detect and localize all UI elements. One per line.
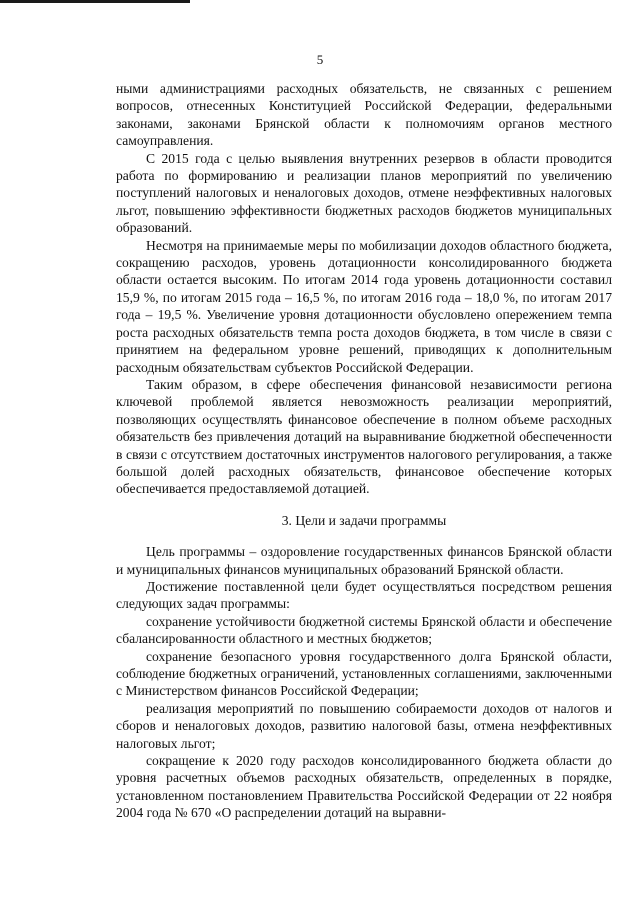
paragraph-tasks-intro: Достижение поставленной цели будет осуществляться посредством решения следующих задач программы: <box>116 578 612 612</box>
task-item-debt: сохранение безопасного уровня государственного долга Брянской области, соблюдение бюджетных ограничений, установленных соглашениями, заключенными с Министерством финансов Российской Федерации; <box>116 648 612 699</box>
paragraph-program-goal: Цель программы – оздоровление государственных финансов Брянской области и муниципальных финансов муниципальных образований Брянской области. <box>116 544 612 577</box>
paragraph-continuation: ными администрациями расходных обязательств, не связанных с решением вопросов, отнесенных Конституцией Российской Федерации, федеральными законами, законами Брянской области к полномочиям органов местного самоуправления. <box>116 81 612 149</box>
section-heading: 3. Цели и задачи программы <box>281 512 447 528</box>
task-item-expenditure: сокращение к 2020 году расходов консолидированного бюджета области до уровня расчетных объемов расходных обязательств, определенных в порядке, установленном постановлением Правительства Российской Федерации от 22 ноября 2004 года № 670 «О распределении дотаций на выравни- <box>116 753 612 821</box>
task-item-stability: сохранение устойчивости бюджетной системы Брянской области и обеспечение сбалансированности областного и местных бюджетов; <box>116 613 612 647</box>
page-number: 5 <box>316 52 324 67</box>
task-item-revenue: реализация мероприятий по повышению собираемости доходов от налогов и сборов и неналоговых доходов, развитию налоговой базы, отмена неэффективных налоговых льгот; <box>116 700 612 751</box>
paragraph-conclusion: Таким образом, в сфере обеспечения финансовой независимости региона ключевой проблемой является невозможность реализации мероприятий, позволяющих осуществлять финансовое обеспечение в полном объеме расходных обязательств без привлечения дотаций на выравнивание бюджетной обеспеченности в связи с отсутствием достаточных инструментов налогового регулирования, а также большой долей расходных обязательств, финансовое обеспечение которых обеспечивается предоставляемой дотацией. <box>116 376 612 497</box>
document-body <box>116 80 612 822</box>
top-edge-rule <box>0 0 190 3</box>
paragraph-reserves: С 2015 года с целью выявления внутренних резервов в области проводится работа по формированию и реализации планов мероприятий по увеличению поступлений налоговых и неналоговых доходов, отмене неэффективных налоговых льгот, повышению эффективности бюджетных расходов бюджетов муниципальных образований. <box>116 150 612 236</box>
paragraph-subsidy-level: Несмотря на принимаемые меры по мобилизации доходов областного бюджета, сокращению расходов, уровень дотационности консолидированного бюджета области остается высоким. По итогам 2014 года уровень дотационности составил 15,9 %, по итогам 2015 года – 16,5 %, по итогам 2016 года – 18,0 %, по итогам 2017 года – 19,5 %. Увеличение уровня дотационности обусловлено опережением темпа роста расходных обязательств темпа роста доходов бюджета, в том числе в связи с принятием на федеральном уровне решений, приводящих к дополнительным расходным обязательствам субъектов Российской Федерации. <box>116 237 612 375</box>
